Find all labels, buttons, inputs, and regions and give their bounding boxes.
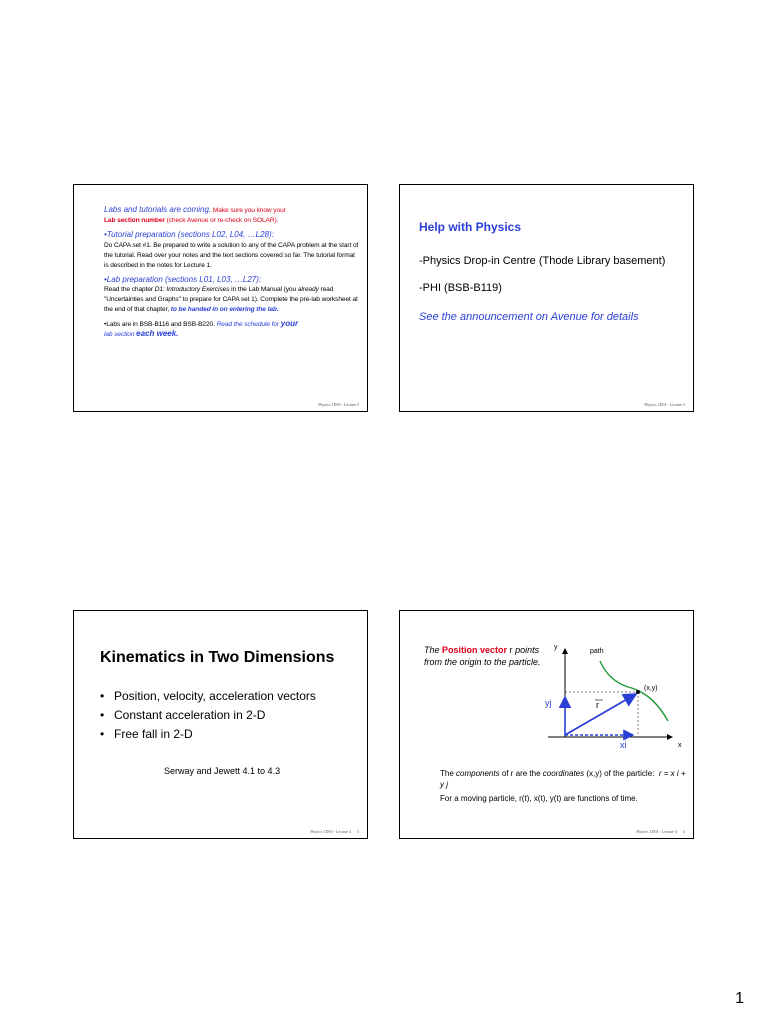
lab-prep-heading: •Lab preparation (sections L01, L03, …L27):	[104, 274, 262, 284]
schedule-your: your	[280, 319, 299, 328]
slide-title: Kinematics in Two Dimensions	[100, 649, 335, 666]
slide-position-vector	[399, 610, 694, 839]
schedule-note: Read the schedule for	[216, 321, 281, 328]
r-vector-symbol: r	[509, 645, 513, 655]
position-vector-intro: The Position vector r points from the origin to the particle.	[424, 645, 541, 667]
x-axis-label: x	[678, 742, 682, 749]
y-axis-label: y	[554, 644, 558, 651]
lab-prep-already: already	[297, 286, 319, 293]
labs-coming-text: Labs and tutorials are coming.	[104, 205, 212, 214]
lab-prep-paragraph	[104, 275, 360, 315]
moving-particle-paragraph: For a moving particle, r(t), x(t), y(t) are functions of time.	[440, 794, 638, 803]
page-number: 1	[735, 990, 744, 1007]
r-vector-label: r	[596, 700, 599, 710]
lab-rooms-paragraph	[104, 319, 360, 339]
section-number-warning: Make sure you know your	[211, 207, 286, 214]
slide-lab-announcements	[73, 184, 368, 412]
tutorial-prep-heading: •Tutorial preparation (sections L02, L04, …L28):	[104, 230, 274, 239]
position-vector-term: Position vector	[442, 645, 508, 655]
components-paragraph: The components of r are the coordinates (x,y) of the particle: r = x i + y j	[440, 769, 686, 789]
topic-list	[100, 689, 316, 746]
path-label: path	[590, 648, 604, 655]
lab-chapter-name: D1: Introductory Exercises	[154, 286, 230, 293]
xi-label: xi	[620, 740, 627, 750]
schedule-lab-section: lab section	[104, 331, 137, 338]
slide-footer: Physics 1D03 - Lecture 5	[318, 402, 359, 407]
slide-footer: Physics 1D03 - Lecture 5	[644, 402, 685, 407]
lab-rooms-text: •Labs are in BSB-B116 and BSB-B220.	[104, 321, 217, 328]
check-avenue-text: (check Avenue or re-check on SOLAR).	[164, 217, 279, 224]
point-coordinates-label: (x,y)	[644, 685, 658, 692]
lab-prep-body-b: in the Lab Manual (you	[229, 286, 298, 293]
drop-in-centre-text: -Physics Drop-in Centre (Thode Library basement)	[419, 255, 666, 267]
particle-point	[636, 690, 640, 694]
labs-coming-paragraph	[104, 205, 360, 225]
list-item: • Free fall in 2-D	[100, 727, 316, 741]
lab-prep-body-a: Read the chapter	[104, 286, 155, 293]
slide-title: Help with Physics	[419, 220, 522, 234]
tutorial-prep-body: Do CAPA set #1. Be prepared to write a solution to any of the CAPA problem at the start of the tutorial. Read over your notes and the text sections covered so far. The tutorial format is described in the notes for Lecture 1.	[104, 241, 359, 269]
yj-label: yj	[545, 698, 552, 708]
lab-section-number-text: Lab section number	[104, 217, 165, 224]
schedule-each-week: each week.	[136, 329, 179, 338]
components-text	[440, 768, 690, 807]
slide-content	[104, 205, 360, 344]
slide-help-with-physics	[399, 184, 694, 412]
hand-in-note: to be handed in on entering the lab.	[170, 306, 279, 313]
slide-footer: Physics 1D03 - Lecture 4 3	[310, 829, 359, 834]
slide-footer: Physics 1D03 - Lecture 4 4	[636, 829, 685, 834]
slide-kinematics-title	[73, 610, 368, 839]
list-item: • Position, velocity, acceleration vectors	[100, 689, 316, 703]
tutorial-prep-paragraph	[104, 230, 360, 270]
list-item: • Constant acceleration in 2-D	[100, 708, 316, 722]
phi-text: -PHI (BSB-B119)	[419, 282, 502, 294]
position-equation: r = x i + y j	[440, 769, 686, 789]
lab-prep-body-c: read "Uncertainties and Graphs" to prepare for CAPA set 1). Complete the pre-lab worksheet at the end of that chapter,	[104, 286, 358, 313]
avenue-announcement-text: See the announcement on Avenue for details	[419, 311, 639, 323]
particle-path	[600, 661, 668, 721]
textbook-reference: Serway and Jewett 4.1 to 4.3	[164, 766, 281, 776]
